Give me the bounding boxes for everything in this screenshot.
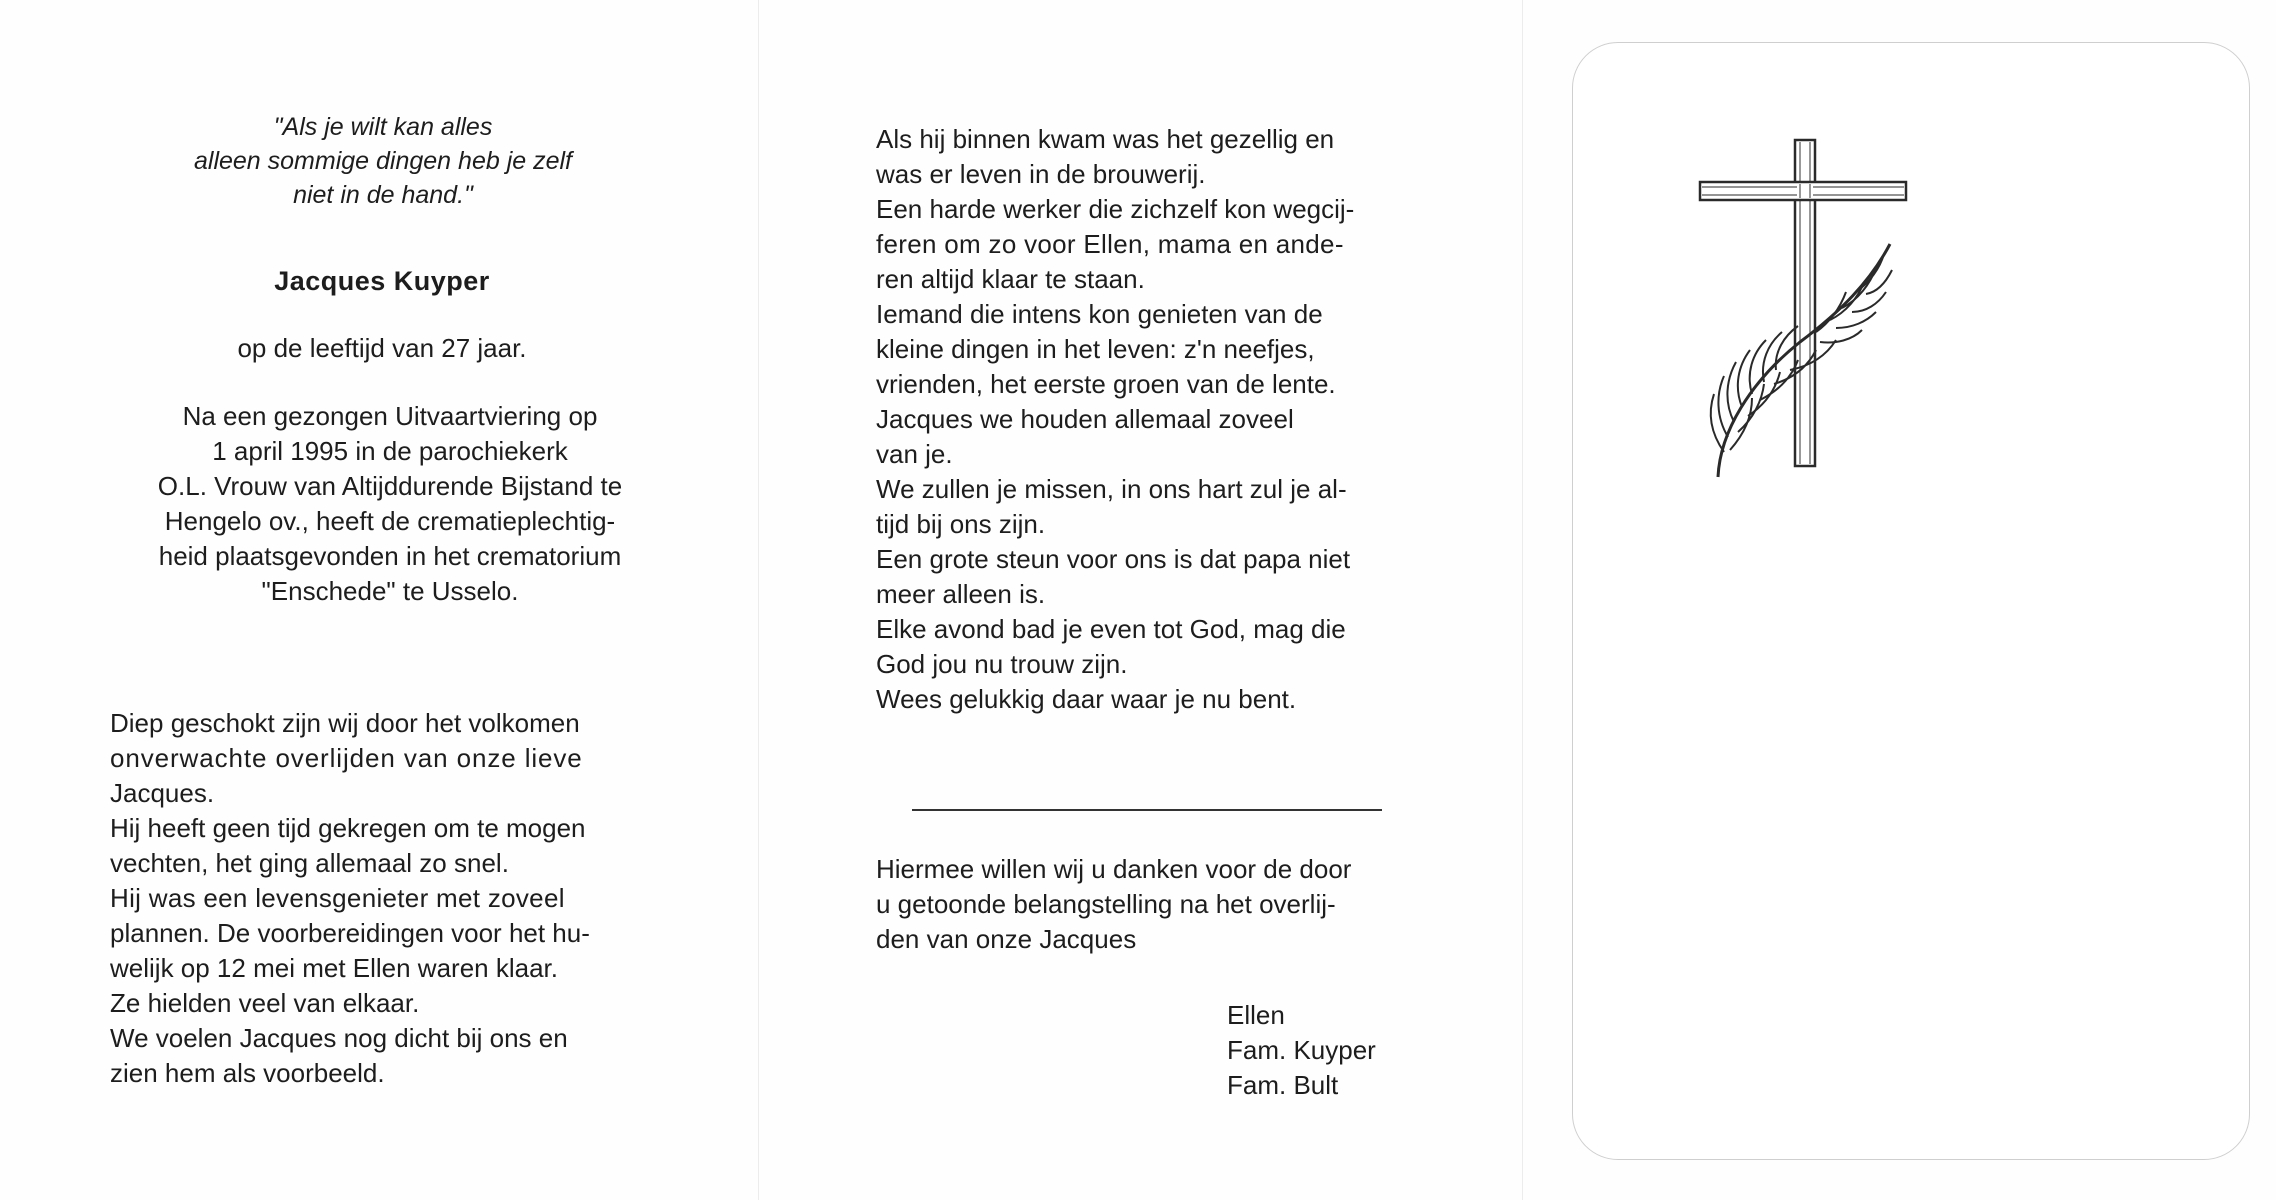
paragraph-line [110, 706, 656, 741]
paragraph-line: meer alleen is. [876, 579, 1046, 609]
signature-fam-bult: Fam. Bult [1227, 1070, 1339, 1100]
quote-line: "Als je wilt kan alles [273, 113, 493, 141]
service-line: O.L. Vrouw van Altijddurende Bijstand te [157, 471, 623, 501]
paragraph-line: den van onze Jacques [876, 924, 1137, 954]
paragraph-line: kleine dingen in het leven: z'n neefjes, [876, 334, 1315, 364]
paragraph-line: Ze hielden veel van elkaar. [110, 988, 420, 1018]
paragraph-line: Als hij binnen kwam was het gezellig en [876, 124, 1335, 154]
memorial-quote [153, 110, 613, 212]
paragraph-line: was er leven in de brouwerij. [876, 159, 1206, 189]
paragraph-line: We voelen Jacques nog dicht bij ons en [110, 1023, 568, 1053]
line-text: Diep geschokt zijn wij door het volkomen [110, 708, 580, 738]
paragraph-line: Jacques we houden allemaal zoveel [876, 404, 1294, 434]
cross-with-palm-branch-icon [1690, 132, 1930, 492]
paragraph-line: ren altijd klaar te staan. [876, 264, 1145, 294]
paragraph-line: vechten, het ging allemaal zo snel. [110, 848, 509, 878]
paragraph-line: Hiermee willen wij u danken voor de door [876, 854, 1352, 884]
paragraph-line: tijd bij ons zijn. [876, 509, 1046, 539]
paragraph-line: Een harde werker die zichzelf kon wegcij- [876, 194, 1355, 224]
deceased-age: op de leeftijd van 27 jaar. [237, 333, 527, 363]
signature-fam-kuyper: Fam. Kuyper [1227, 1035, 1376, 1065]
service-line: Na een gezongen Uitvaartviering op [182, 401, 598, 431]
paragraph-line: God jou nu trouw zijn. [876, 649, 1128, 679]
paragraph-line: plannen. De voorbereidingen voor het hu- [110, 918, 590, 948]
service-line: Hengelo ov., heeft de crematieplechtig- [164, 506, 616, 536]
left-column [108, 110, 656, 609]
paragraph-line: vrienden, het eerste groen van de lente. [876, 369, 1336, 399]
section-divider [912, 809, 1382, 811]
deceased-name: Jacques Kuyper [274, 266, 490, 296]
paragraph-line: Elke avond bad je even tot God, mag die [876, 614, 1346, 644]
service-line: heid plaatsgevonden in het crematorium [158, 541, 622, 571]
service-line: 1 april 1995 in de parochiekerk [212, 436, 568, 466]
signatures [1227, 998, 1376, 1103]
paragraph-line: van je. [876, 439, 953, 469]
quote-line: alleen sommige dingen heb je zelf [193, 147, 572, 175]
left-paragraph [110, 706, 656, 1091]
paragraph-line: feren om zo voor Ellen, mama en ande- [876, 229, 1344, 259]
paragraph-line: Jacques. [110, 778, 215, 808]
paragraph-line: zien hem als voorbeeld. [110, 1058, 385, 1088]
service-details [150, 399, 630, 609]
middle-paragraph [876, 122, 1420, 717]
paragraph-line: onverwachte overlijden van onze lieve [110, 743, 583, 773]
signature-ellen: Ellen [1227, 1000, 1285, 1030]
paragraph-line: Een grote steun voor ons is dat papa niet [876, 544, 1351, 574]
paragraph-line: Hij was een levensgenieter met zoveel [110, 883, 565, 913]
quote-line: niet in de hand." [293, 181, 473, 209]
paragraph-line: Iemand die intens kon genieten van de [876, 299, 1323, 329]
fold-line-left [758, 0, 759, 1200]
paragraph-line: welijk op 12 mei met Ellen waren klaar. [110, 953, 558, 983]
service-line: "Enschede" te Usselo. [261, 576, 519, 606]
fold-line-right [1522, 0, 1523, 1200]
paragraph-line: Hij heeft geen tijd gekregen om te mogen [110, 813, 586, 843]
paragraph-line: u getoonde belangstelling na het overlij- [876, 889, 1336, 919]
paragraph-line: Wees gelukkig daar waar je nu bent. [876, 684, 1297, 714]
paragraph-line: We zullen je missen, in ons hart zul je al- [876, 474, 1347, 504]
thanks-paragraph [876, 852, 1420, 957]
